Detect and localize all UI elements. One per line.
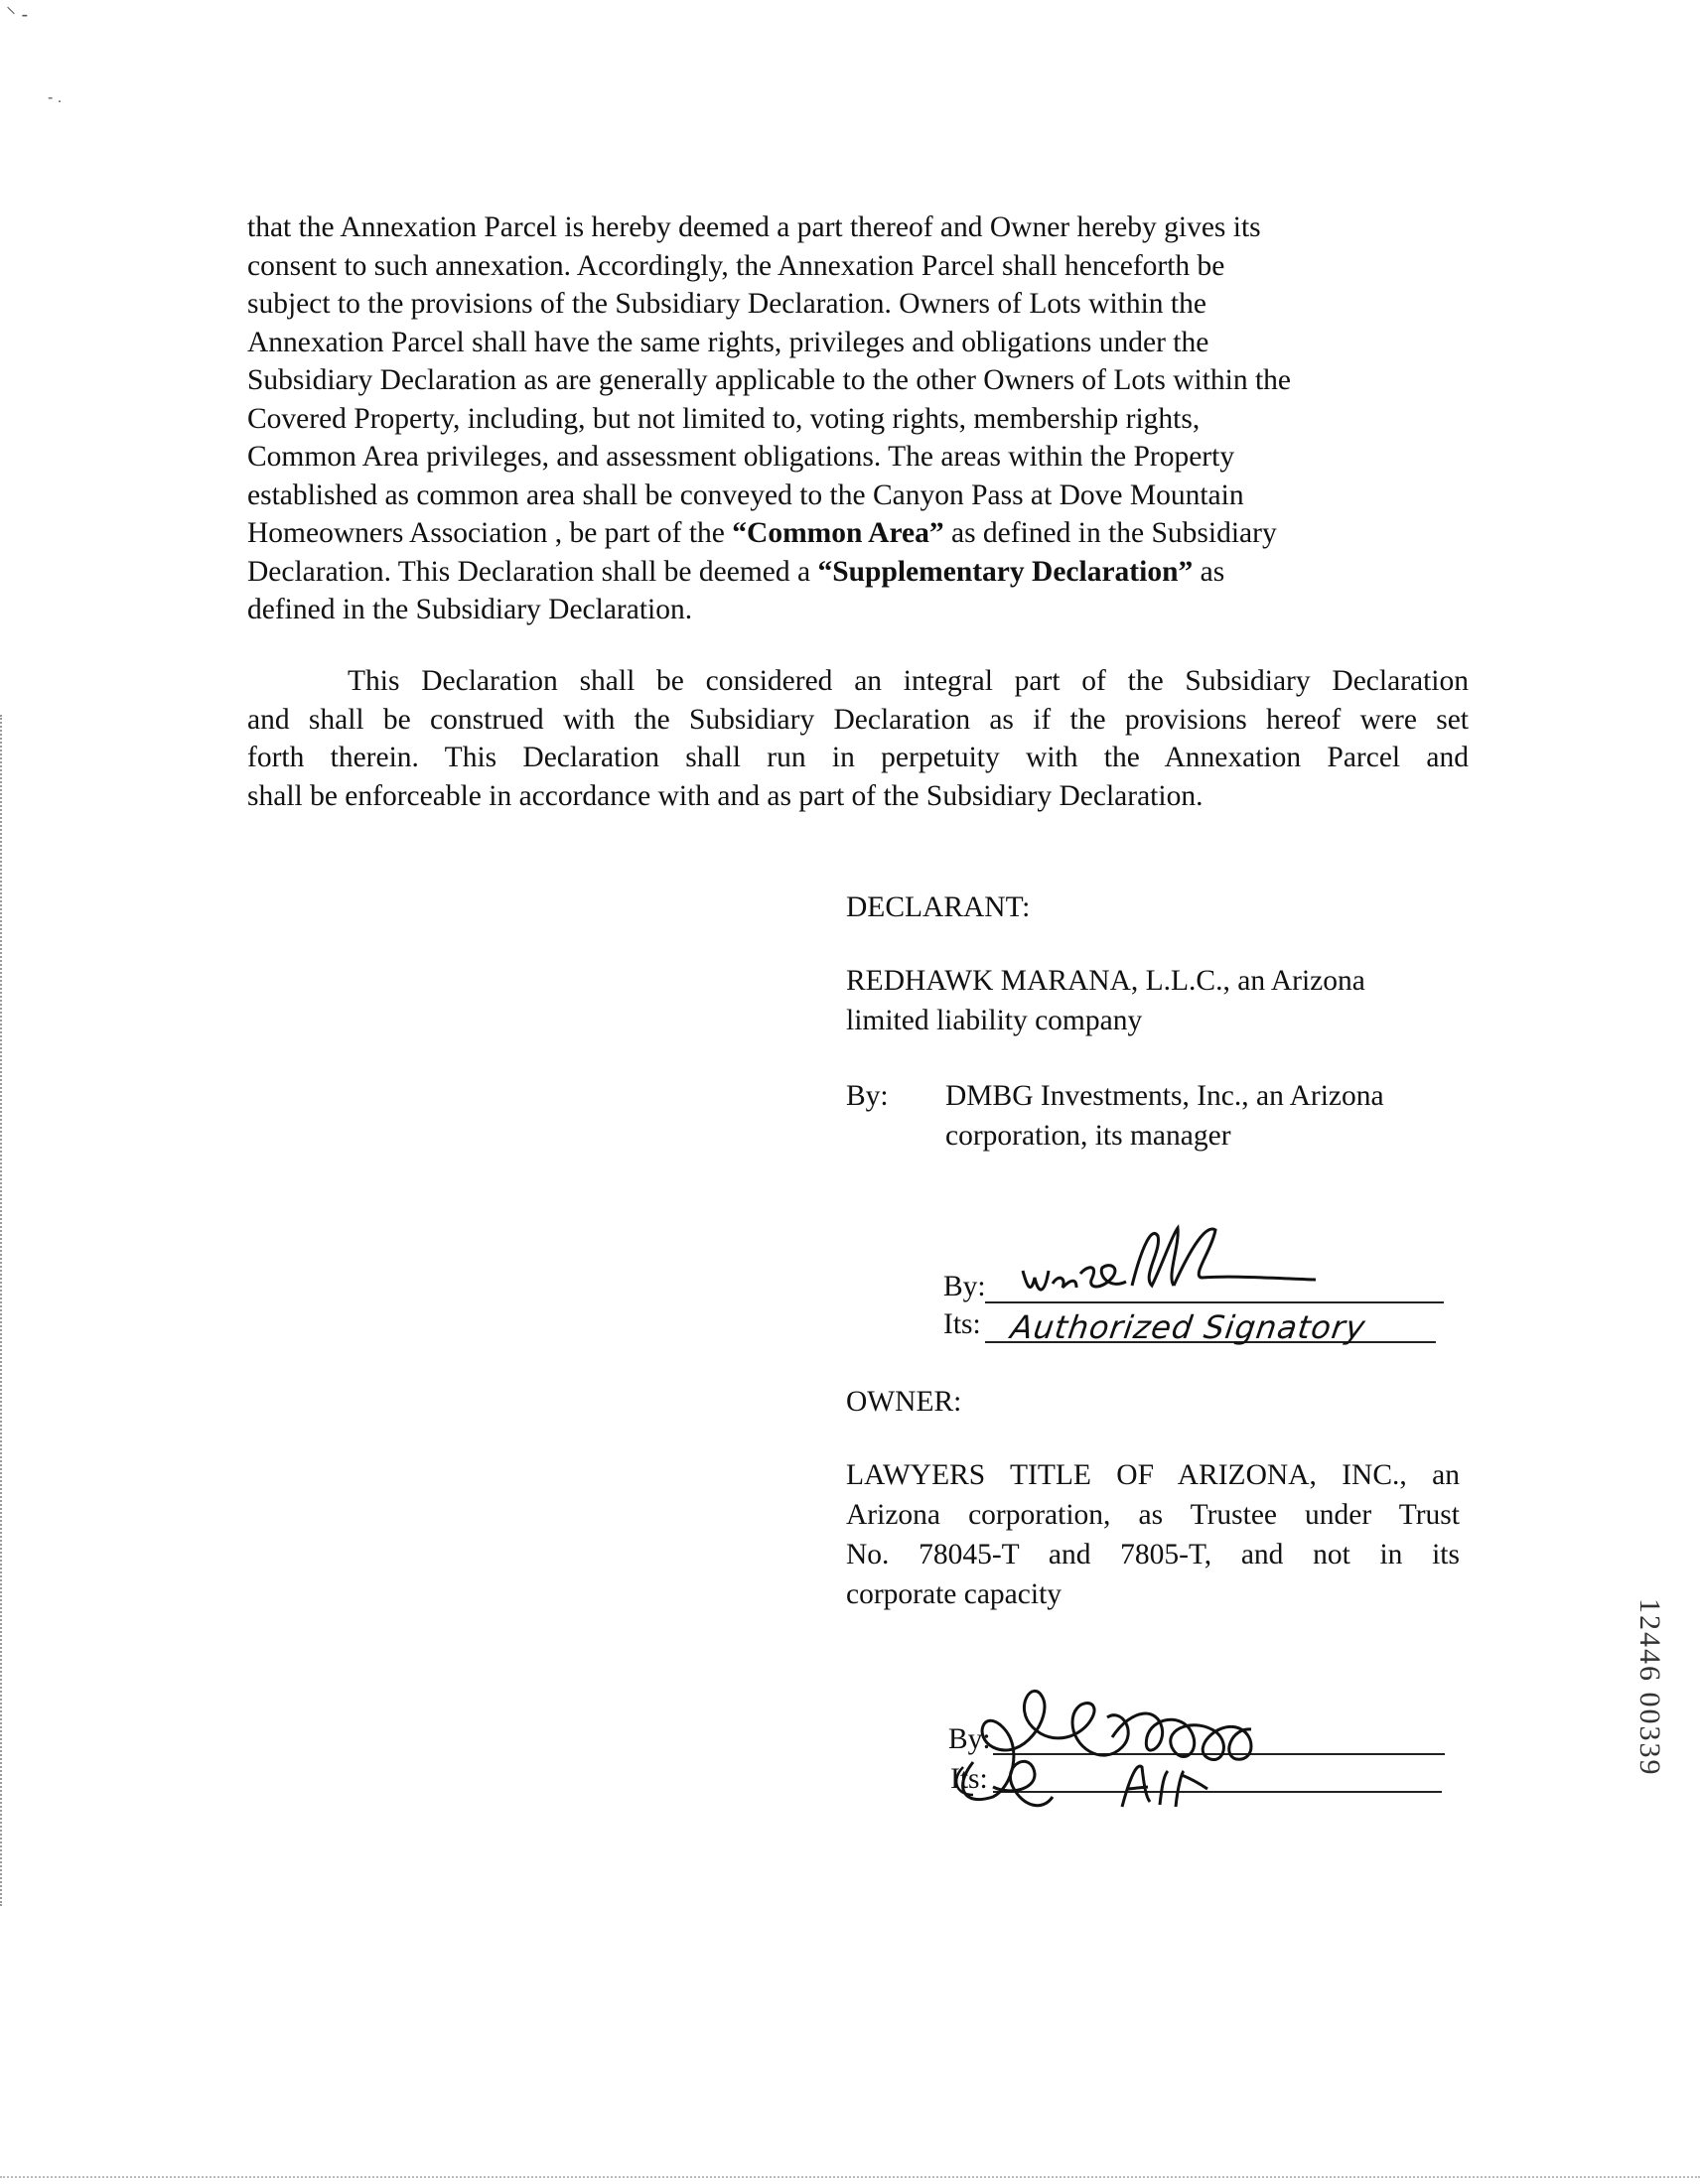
text-line: limited liability company bbox=[846, 1005, 1143, 1036]
text-line: Covered Property, including, but not limited to, voting rights, membership rights, bbox=[247, 402, 1201, 435]
text-line: No. 78045-T and 7805-T, and not in its bbox=[846, 1539, 1460, 1570]
scan-artifact-top: ⸌ - bbox=[6, 4, 29, 26]
paragraph-annexation bbox=[247, 208, 1469, 629]
scan-artifact-top-2: - . bbox=[48, 89, 63, 106]
text-line: Annexation Parcel shall have the same rights, privileges and obligations under the bbox=[247, 326, 1209, 358]
defined-term-common-area: “Common Area” bbox=[732, 517, 944, 549]
text-line: shall be enforceable in accordance with and as part of the Subsidiary Declaration. bbox=[247, 779, 1204, 812]
text-line bbox=[247, 514, 1469, 553]
defined-term-supplementary-declaration: “Supplementary Declaration” bbox=[817, 555, 1194, 588]
declarant-heading bbox=[846, 887, 1460, 927]
text-line: defined in the Subsidiary Declaration. bbox=[247, 594, 693, 625]
text-line: Common Area privileges, and assessment obligations. The areas within the Property bbox=[247, 441, 1235, 473]
text-line: LAWYERS TITLE OF ARIZONA, INC., an bbox=[846, 1459, 1460, 1491]
text-line bbox=[247, 553, 1469, 592]
text-line: Arizona corporation, as Trustee under Trust bbox=[846, 1499, 1460, 1531]
text-line: corporate capacity bbox=[846, 1578, 1062, 1610]
text-run: Declaration. This Declaration shall be deemed a bbox=[247, 555, 818, 588]
owner-signature-image bbox=[933, 1668, 1331, 1817]
owner-sig-by-label: By: bbox=[948, 1723, 991, 1755]
scan-edge-line bbox=[0, 715, 5, 1906]
text-line: DMBG Investments, Inc., an Arizona bbox=[945, 1080, 1384, 1112]
declarant-entity bbox=[846, 961, 1460, 1040]
owner-sig-its-label: Its: bbox=[950, 1763, 988, 1795]
text-line: subject to the provisions of the Subsidiary Declaration. Owners of Lots within the bbox=[247, 288, 1206, 320]
text-run: as defined in the Subsidiary bbox=[943, 517, 1277, 549]
declarant-sig-by-label: By: bbox=[943, 1271, 986, 1302]
owner-heading-text: OWNER: bbox=[846, 1386, 962, 1418]
text-line: and shall be construed with the Subsidiary Declaration as if the provisions hereof were set bbox=[247, 703, 1469, 736]
owner-heading bbox=[846, 1382, 1460, 1422]
paragraph-integral-part bbox=[247, 662, 1469, 815]
declarant-heading-text: DECLARANT: bbox=[846, 891, 1031, 923]
scan-bottom-line bbox=[0, 2176, 1700, 2178]
declarant-its-handwriting bbox=[1008, 1300, 1440, 1360]
recording-stamp-text: 12446 00339 bbox=[1633, 1598, 1666, 1777]
recording-stamp-number bbox=[1629, 1598, 1668, 1777]
manager-text bbox=[945, 1076, 1384, 1156]
text-line: Subsidiary Declaration as are generally applicable to the other Owners of Lots within the bbox=[247, 364, 1292, 396]
text-line: forth therein. This Declaration shall run in perpetuity with the Annexation Parcel and bbox=[247, 742, 1469, 773]
text-line: REDHAWK MARANA, L.L.C., an Arizona bbox=[846, 965, 1365, 997]
declarant-by-manager bbox=[846, 1076, 1384, 1152]
declarant-sig-its-label: Its: bbox=[943, 1308, 981, 1340]
its-handwritten-text: Authorized Signatory bbox=[1008, 1308, 1368, 1346]
text-run: Homeowners Association , be part of the bbox=[247, 517, 733, 549]
text-line: established as common area shall be conveyed to the Canyon Pass at Dove Mountain bbox=[247, 478, 1244, 511]
text-line: consent to such annexation. Accordingly, the Annexation Parcel shall henceforth be bbox=[247, 249, 1225, 282]
text-line: This Declaration shall be considered an integral part of the Subsidiary Declaration bbox=[348, 665, 1469, 697]
owner-entity bbox=[846, 1455, 1460, 1614]
text-line: corporation, its manager bbox=[945, 1120, 1231, 1152]
text-line: that the Annexation Parcel is hereby deemed a part thereof and Owner hereby gives its bbox=[247, 211, 1261, 243]
text-run: as bbox=[1193, 555, 1225, 588]
by-label: By: bbox=[846, 1080, 889, 1112]
